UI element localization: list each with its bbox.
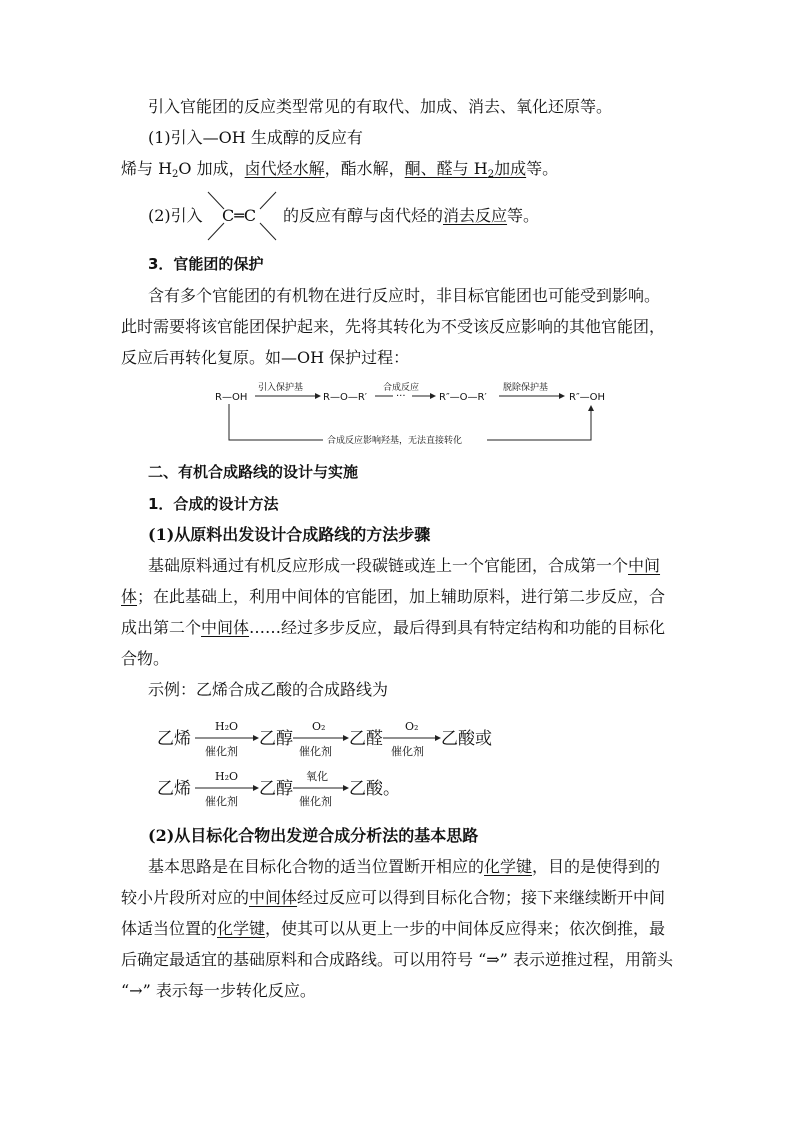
scheme-node: R—OH bbox=[215, 392, 248, 403]
scheme-arrow-label: 合成反应 bbox=[383, 383, 420, 393]
retrosynthesis-heading: (2)从目标化合物出发逆合成分析法的基本思路 bbox=[148, 826, 479, 845]
route-condition: 催化剂 bbox=[391, 745, 424, 758]
route-reagent: H₂O bbox=[215, 770, 239, 783]
route-condition: 催化剂 bbox=[299, 745, 332, 758]
scheme-arrow-label: 脱除保护基 bbox=[503, 383, 549, 393]
design-method-heading: 1．合成的设计方法 bbox=[148, 495, 279, 513]
text: ，使其可以从更上一步的中间体反应得来；依次倒推，最 bbox=[265, 919, 666, 938]
text: 体适当位置的 bbox=[121, 919, 218, 938]
scheme-node: R—O—R′ bbox=[323, 392, 368, 403]
paragraph-line: 合物。 bbox=[121, 649, 170, 668]
route-reagent: O₂ bbox=[312, 720, 326, 733]
text: ，酯水解， bbox=[324, 159, 405, 178]
paragraph-line bbox=[121, 587, 665, 607]
underlined-answer: 消去反应 bbox=[443, 206, 508, 225]
text: 酮、醛与 H bbox=[404, 159, 488, 178]
text: 经过反应可以得到目标化合物；接下来继续断开中间 bbox=[297, 888, 666, 907]
paragraph-line bbox=[121, 919, 665, 939]
underlined-answer bbox=[405, 159, 526, 178]
text: 基本思路是在目标化合物的适当位置断开相应的 bbox=[148, 857, 485, 876]
underlined-answer: 体 bbox=[121, 587, 138, 606]
paragraph-line: 后确定最适宜的基础原料和合成路线。可以用符号 “⇒” 表示逆推过程，用箭头 bbox=[121, 950, 673, 969]
route-compound: 乙烯 bbox=[157, 779, 191, 799]
text: ……经过多步反应，最后得到具有特定结构和功能的目标化 bbox=[249, 618, 666, 637]
paragraph-line: 含有多个官能团的有机物在进行反应时，非目标官能团也可能受到影响。 bbox=[148, 286, 661, 305]
text: 加成 bbox=[494, 159, 527, 178]
text: O 加成， bbox=[178, 159, 245, 178]
underlined-answer: 化学键 bbox=[484, 857, 533, 876]
scheme-node: R″—OH bbox=[569, 392, 606, 403]
text: 烯与 H bbox=[121, 159, 173, 178]
underlined-answer: 中间 bbox=[628, 556, 661, 575]
synthesis-route-2 bbox=[155, 760, 505, 810]
paragraph-line bbox=[148, 857, 660, 877]
text: 的反应有醇与卤代烃的 bbox=[283, 206, 444, 225]
route-compound: 乙醇 bbox=[259, 729, 293, 749]
paragraph-line bbox=[148, 556, 660, 576]
route-condition: 催化剂 bbox=[205, 795, 238, 808]
synthesis-route-1 bbox=[155, 710, 505, 760]
scheme-arrow-label: 引入保护基 bbox=[258, 383, 304, 393]
text: 基础原料通过有机反应形成一段碳链或连上一个官能团，合成第一个 bbox=[148, 556, 629, 575]
route-compound: 乙酸。 bbox=[349, 779, 400, 799]
subscript: 2 bbox=[172, 169, 179, 180]
route-reagent: 氧化 bbox=[306, 770, 328, 783]
example-line: 示例：乙烯合成乙酸的合成路线为 bbox=[148, 680, 389, 699]
underlined-answer: 中间体 bbox=[201, 618, 250, 637]
text: ，目的是使得到的 bbox=[532, 857, 661, 876]
cc-label: C═C bbox=[222, 206, 257, 225]
route-compound: 乙醛 bbox=[349, 729, 383, 749]
paragraph-line bbox=[121, 618, 665, 638]
route-condition: 催化剂 bbox=[205, 745, 238, 758]
route-reagent: O₂ bbox=[405, 720, 419, 733]
underlined-answer: 化学键 bbox=[217, 919, 266, 938]
underlined-answer: 卤代烃水解 bbox=[244, 159, 325, 178]
cc-prefix: (2)引入 bbox=[148, 206, 203, 225]
route-compound: 乙烯 bbox=[157, 729, 191, 749]
text: 等。 bbox=[526, 159, 559, 178]
paragraph-line bbox=[121, 888, 665, 908]
text: ；在此基础上，利用中间体的官能团，加上辅助原料，进行第二步反应，合 bbox=[137, 587, 666, 606]
part2-heading: 二、有机合成路线的设计与实施 bbox=[148, 463, 359, 481]
route-compound: 乙酸或 bbox=[441, 729, 492, 749]
paragraph-line: 此时需要将该官能团保护起来，先将其转化为不受该反应影响的其他官能团， bbox=[121, 317, 666, 336]
scheme-node: R″—O—R′ bbox=[439, 392, 487, 403]
text: 较小片段所对应的 bbox=[121, 888, 250, 907]
route-reagent: H₂O bbox=[215, 720, 239, 733]
oh-protection-scheme bbox=[205, 375, 625, 447]
underlined-answer: 中间体 bbox=[249, 888, 298, 907]
oh-reactions-line bbox=[121, 159, 558, 179]
route-compound: 乙醇 bbox=[259, 779, 293, 799]
cc-text bbox=[283, 206, 539, 226]
route-condition: 催化剂 bbox=[299, 795, 332, 808]
intro-line: 引入官能团的反应类型常见的有取代、加成、消去、氧化还原等。 bbox=[148, 97, 613, 116]
subscript: 2 bbox=[487, 169, 495, 180]
section-heading-protection: 3．官能团的保护 bbox=[148, 255, 264, 273]
text: 等。 bbox=[507, 206, 540, 225]
text: 成出第二个 bbox=[121, 618, 202, 637]
oh-heading: (1)引入—OH 生成醇的反应有 bbox=[148, 128, 363, 147]
paragraph-line: “→” 表示每一步转化反应。 bbox=[121, 981, 316, 1000]
scheme-bottom-label: 合成反应影响羟基，无法直接转化 bbox=[327, 436, 463, 446]
forward-design-heading: (1)从原料出发设计合成路线的方法步骤 bbox=[148, 525, 431, 544]
paragraph-line: 反应后再转化复原。如—OH 保护过程： bbox=[121, 348, 410, 367]
scheme-dots: ··· bbox=[396, 391, 406, 402]
